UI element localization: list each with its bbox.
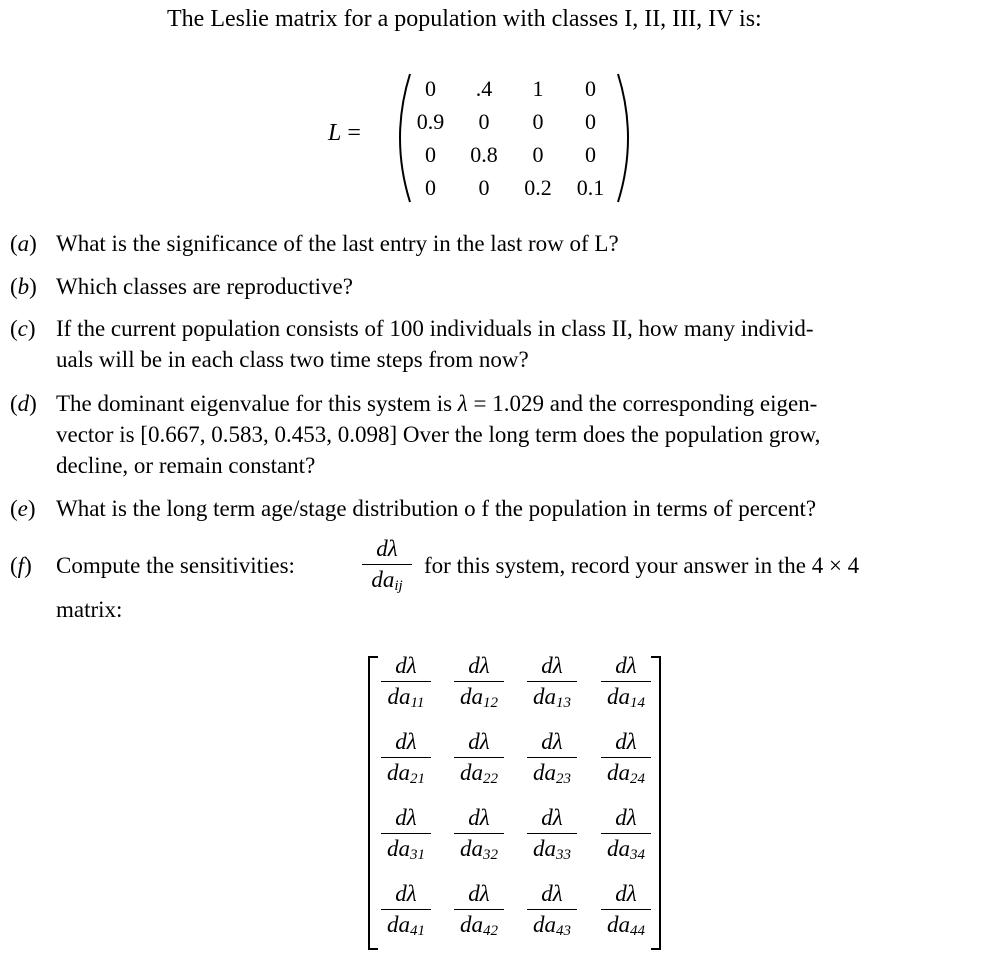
question-c-line1: If the current population consists of 100 individuals in class II, how many individ-	[56, 316, 814, 341]
leslie-row	[405, 171, 617, 204]
leslie-cell: 0.9	[416, 109, 445, 134]
leslie-cell: 0	[425, 175, 436, 200]
question-a	[0, 231, 1006, 261]
leslie-cell: 0	[532, 142, 544, 167]
question-c-label: (c)	[10, 316, 36, 341]
equals-sign: =	[347, 120, 361, 146]
leslie-row	[405, 72, 617, 105]
sensitivity-entry: dλ $da_{41}$	[381, 881, 431, 944]
sensitivity-entry: dλ $da_{42}$	[454, 881, 504, 944]
left-bracket	[368, 656, 378, 950]
leslie-cell: 0	[585, 142, 596, 167]
leslie-matrix	[405, 72, 617, 204]
leslie-cell: 0	[478, 109, 490, 134]
question-d-line3: decline, or remain constant?	[56, 453, 316, 478]
sensitivity-entry: dλ $da_{43}$	[527, 881, 577, 944]
leslie-cell: 0.8	[470, 142, 498, 167]
question-d	[0, 391, 1006, 485]
question-e	[0, 496, 1006, 526]
sensitivity-entry: dλ $da_{32}$	[454, 805, 504, 868]
leslie-cell: 0	[585, 109, 596, 134]
sensitivity-entry: dλ $da_{33}$	[527, 805, 577, 868]
leslie-row	[405, 138, 617, 171]
question-b	[0, 274, 1006, 304]
sensitivity-entry: dλ $da_{31}$	[381, 805, 431, 868]
question-b-label: (b)	[10, 274, 37, 299]
right-paren	[612, 72, 642, 204]
sensitivity-entry: dλ $da_{12}$	[454, 653, 504, 716]
question-d-line1: The dominant eigenvalue for this system is λ = 1.029 and the corresponding eigen-	[56, 391, 818, 416]
sensitivity-entry: dλ $da_{44}$	[601, 881, 651, 944]
question-d-label: (d)	[10, 391, 37, 416]
question-e-label: (e)	[10, 496, 36, 521]
right-bracket	[651, 656, 661, 950]
question-d-line2: vector is [0.667, 0.583, 0.453, 0.098] Over the long term does the population grow,	[56, 422, 821, 447]
leslie-cell: .4	[475, 76, 493, 101]
sensitivity-entry: dλ $da_{21}$	[381, 729, 431, 792]
question-e-text: What is the long term age/stage distribution o f the population in terms of percent?	[56, 496, 817, 521]
sensitivity-entry: dλ $da_{14}$	[601, 653, 651, 716]
leslie-cell: 0	[425, 142, 436, 167]
leslie-cell: 1	[532, 76, 544, 101]
sensitivity-entry: dλ $da_{23}$	[527, 729, 577, 792]
question-f-label: (f)	[10, 553, 32, 578]
leslie-cell: 0.1	[576, 175, 605, 200]
question-f-post: for this system, record your answer in the 4 × 4	[424, 553, 860, 578]
question-f-fraction	[362, 536, 412, 599]
question-a-text: What is the significance of the last entry in the last row of L?	[56, 231, 619, 256]
sensitivity-entry: dλ $da_{11}$	[381, 653, 431, 716]
question-c-line2: uals will be in each class two time steps from now?	[56, 347, 529, 372]
matrix-lhs	[328, 120, 361, 147]
leslie-row	[405, 105, 617, 138]
leslie-cell: 0	[532, 109, 544, 134]
leslie-cell: 0.2	[524, 175, 552, 200]
question-f	[0, 553, 1006, 583]
leslie-cell: 0	[585, 76, 596, 101]
fraction-denominator: $da_{ij}$	[371, 567, 403, 594]
fraction-numerator: dλ	[376, 536, 398, 561]
intro-text: The Leslie matrix for a population with classes I, II, III, IV is:	[167, 6, 762, 32]
leslie-cell: 0	[425, 76, 436, 101]
sensitivity-entry: dλ $da_{34}$	[601, 805, 651, 868]
sensitivity-entry: dλ $da_{24}$	[601, 729, 651, 792]
question-c	[0, 316, 1006, 378]
question-a-label: (a)	[10, 231, 37, 256]
question-f-pre: Compute the sensitivities:	[56, 553, 295, 578]
fraction-bar	[362, 564, 412, 565]
sensitivity-entry: dλ $da_{22}$	[454, 729, 504, 792]
matrix-symbol: L	[328, 120, 342, 146]
question-b-text: Which classes are reproductive?	[56, 274, 353, 299]
leslie-cell: 0	[478, 175, 490, 200]
question-f-line2: matrix:	[56, 597, 123, 622]
sensitivity-entry: dλ $da_{13}$	[527, 653, 577, 716]
